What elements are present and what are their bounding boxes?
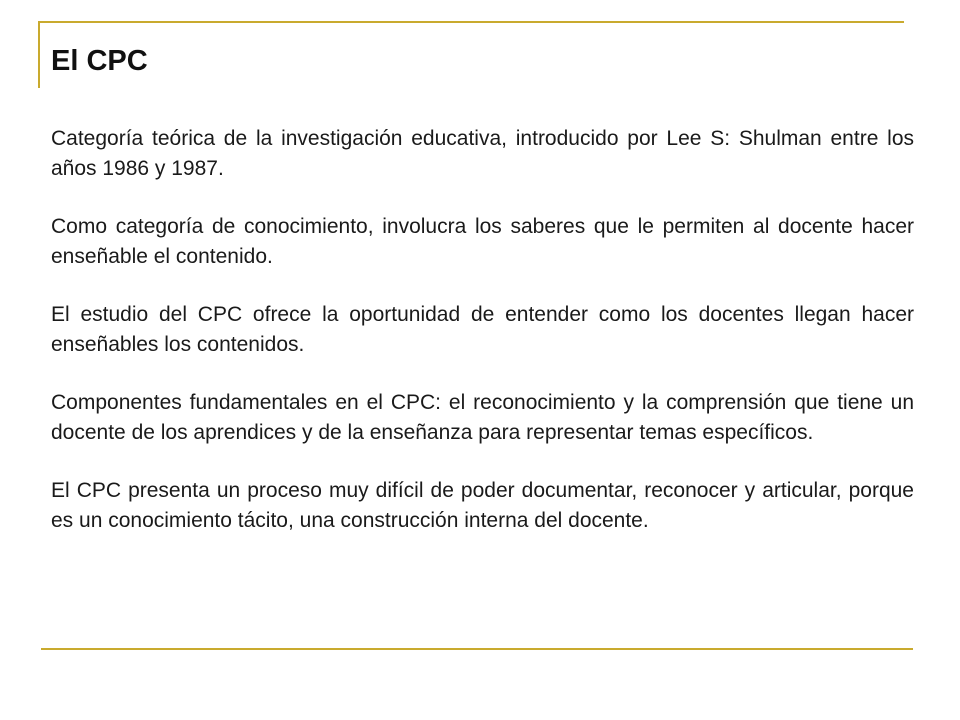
left-accent-bar bbox=[38, 21, 40, 88]
paragraph-knowledge-category: Como categoría de conocimiento, involucra los saberes que le permiten al docente hacer enseñable el contenido. bbox=[51, 215, 914, 268]
paragraph-study: El estudio del CPC ofrece la oportunidad de entender como los docentes llegan hacer enseñables los contenidos. bbox=[51, 303, 914, 356]
bottom-divider bbox=[41, 648, 913, 650]
top-divider bbox=[38, 21, 904, 23]
paragraph-definition: Categoría teórica de la investigación educativa, introducido por Lee S: Shulman entre los años 1986 y 1987. bbox=[51, 127, 914, 180]
paragraph-tacit-knowledge: El CPC presenta un proceso muy difícil de poder documentar, reconocer y articular, porque es un conocimiento tácito, una construcción interna del docente. bbox=[51, 479, 914, 532]
paragraph-components: Componentes fundamentales en el CPC: el reconocimiento y la comprensión que tiene un docente de los aprendices y de la enseñanza para representar temas específicos. bbox=[51, 391, 914, 444]
slide-title: El CPC bbox=[51, 45, 148, 77]
slide-body bbox=[51, 124, 914, 536]
